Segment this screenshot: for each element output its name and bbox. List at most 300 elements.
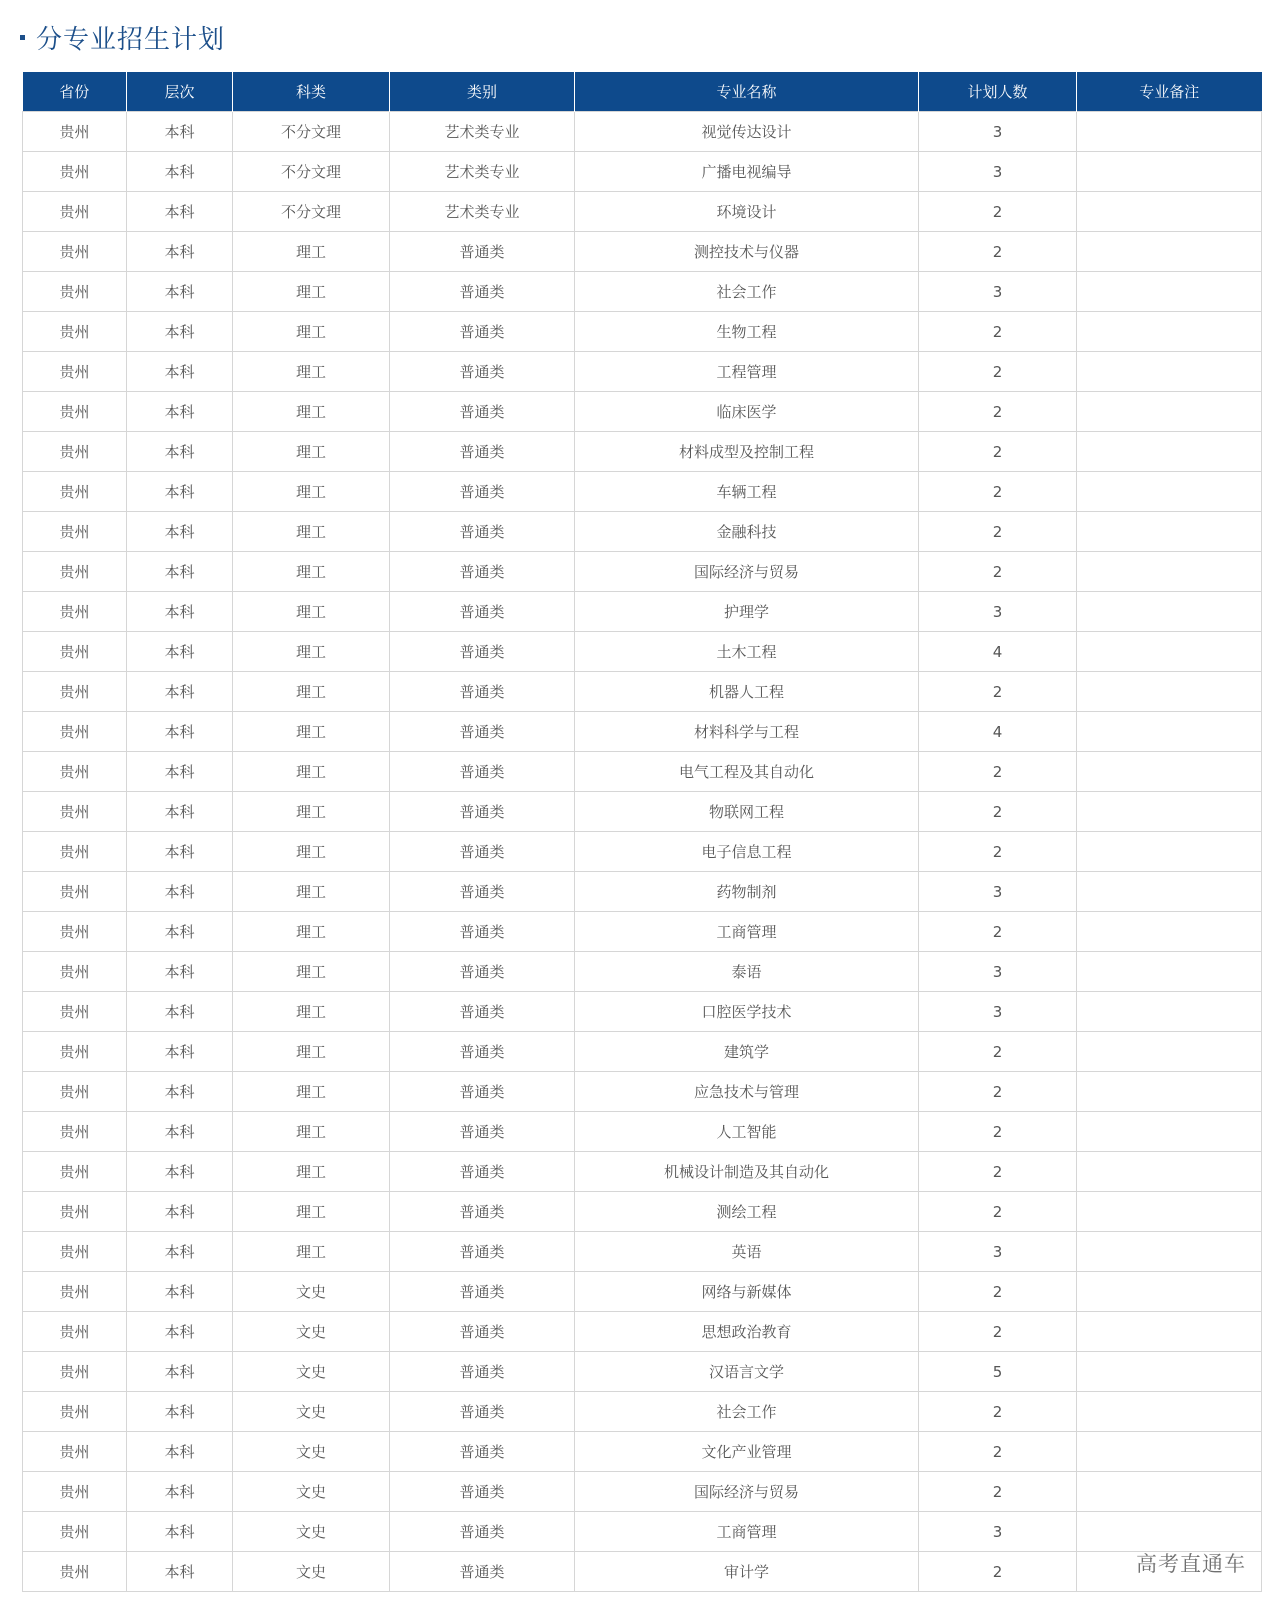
cell-plan-count: 3 <box>919 152 1077 192</box>
cell-plan-count: 3 <box>919 992 1077 1032</box>
table-row <box>23 792 1262 832</box>
cell-major-name: 电子信息工程 <box>575 832 919 872</box>
cell-level: 本科 <box>127 752 233 792</box>
cell-plan-count: 2 <box>919 1152 1077 1192</box>
cell-category: 艺术类专业 <box>390 152 575 192</box>
cell-province: 贵州 <box>23 1072 127 1112</box>
cell-category: 普通类 <box>390 472 575 512</box>
cell-plan-count: 4 <box>919 632 1077 672</box>
cell-province: 贵州 <box>23 632 127 672</box>
cell-province: 贵州 <box>23 992 127 1032</box>
cell-province: 贵州 <box>23 912 127 952</box>
cell-plan-count: 3 <box>919 592 1077 632</box>
cell-level: 本科 <box>127 1112 233 1152</box>
cell-category: 普通类 <box>390 712 575 752</box>
cell-major-remarks <box>1077 712 1262 752</box>
cell-major-name: 汉语言文学 <box>575 1352 919 1392</box>
cell-subject-type: 文史 <box>233 1352 390 1392</box>
cell-category: 普通类 <box>390 632 575 672</box>
cell-major-remarks <box>1077 1112 1262 1152</box>
cell-level: 本科 <box>127 352 233 392</box>
cell-major-name: 工商管理 <box>575 1512 919 1552</box>
cell-level: 本科 <box>127 232 233 272</box>
cell-province: 贵州 <box>23 1032 127 1072</box>
table-row <box>23 1072 1262 1112</box>
cell-major-remarks <box>1077 992 1262 1032</box>
cell-plan-count: 3 <box>919 872 1077 912</box>
cell-level: 本科 <box>127 592 233 632</box>
table-row <box>23 952 1262 992</box>
cell-major-remarks <box>1077 1232 1262 1272</box>
cell-subject-type: 理工 <box>233 512 390 552</box>
cell-category: 普通类 <box>390 752 575 792</box>
cell-level: 本科 <box>127 832 233 872</box>
cell-category: 普通类 <box>390 792 575 832</box>
cell-subject-type: 理工 <box>233 712 390 752</box>
cell-major-remarks <box>1077 1432 1262 1472</box>
cell-major-name: 建筑学 <box>575 1032 919 1072</box>
cell-level: 本科 <box>127 272 233 312</box>
cell-major-remarks <box>1077 832 1262 872</box>
cell-major-name: 人工智能 <box>575 1112 919 1152</box>
bullet-square-icon <box>20 35 25 40</box>
cell-major-remarks <box>1077 1472 1262 1512</box>
cell-major-name: 工程管理 <box>575 352 919 392</box>
cell-plan-count: 2 <box>919 1032 1077 1072</box>
cell-major-name: 车辆工程 <box>575 472 919 512</box>
table-row <box>23 1352 1262 1392</box>
cell-level: 本科 <box>127 952 233 992</box>
cell-major-name: 护理学 <box>575 592 919 632</box>
cell-major-remarks <box>1077 912 1262 952</box>
table-row <box>23 152 1262 192</box>
cell-major-remarks <box>1077 112 1262 152</box>
cell-province: 贵州 <box>23 1192 127 1232</box>
cell-plan-count: 2 <box>919 432 1077 472</box>
cell-major-remarks <box>1077 1312 1262 1352</box>
cell-plan-count: 3 <box>919 112 1077 152</box>
cell-category: 普通类 <box>390 232 575 272</box>
cell-level: 本科 <box>127 1072 233 1112</box>
cell-subject-type: 理工 <box>233 392 390 432</box>
cell-major-name: 临床医学 <box>575 392 919 432</box>
cell-province: 贵州 <box>23 1312 127 1352</box>
cell-category: 普通类 <box>390 992 575 1032</box>
cell-major-remarks <box>1077 1192 1262 1232</box>
cell-subject-type: 文史 <box>233 1432 390 1472</box>
cell-major-remarks <box>1077 512 1262 552</box>
cell-plan-count: 3 <box>919 1512 1077 1552</box>
cell-major-name: 工商管理 <box>575 912 919 952</box>
table-row <box>23 392 1262 432</box>
enrollment-plan-table <box>22 72 1262 1592</box>
section-title: 分专业招生计划 <box>36 24 226 55</box>
table-row <box>23 352 1262 392</box>
cell-level: 本科 <box>127 552 233 592</box>
cell-subject-type: 不分文理 <box>233 152 390 192</box>
header-plan-count: 计划人数 <box>919 72 1077 112</box>
cell-plan-count: 2 <box>919 1392 1077 1432</box>
table-row <box>23 1392 1262 1432</box>
cell-major-remarks <box>1077 152 1262 192</box>
cell-subject-type: 理工 <box>233 1192 390 1232</box>
cell-province: 贵州 <box>23 752 127 792</box>
table-row <box>23 1432 1262 1472</box>
table-row <box>23 272 1262 312</box>
cell-major-name: 环境设计 <box>575 192 919 232</box>
cell-level: 本科 <box>127 1152 233 1192</box>
cell-major-remarks <box>1077 192 1262 232</box>
cell-major-name: 机器人工程 <box>575 672 919 712</box>
cell-major-remarks <box>1077 1072 1262 1112</box>
cell-subject-type: 理工 <box>233 1032 390 1072</box>
table-row <box>23 1232 1262 1272</box>
header-category: 类别 <box>390 72 575 112</box>
cell-level: 本科 <box>127 1552 233 1592</box>
cell-major-remarks <box>1077 352 1262 392</box>
cell-category: 普通类 <box>390 672 575 712</box>
table-row <box>23 992 1262 1032</box>
cell-major-name: 国际经济与贸易 <box>575 552 919 592</box>
cell-plan-count: 5 <box>919 1352 1077 1392</box>
cell-subject-type: 理工 <box>233 912 390 952</box>
table-row <box>23 672 1262 712</box>
cell-level: 本科 <box>127 1512 233 1552</box>
header-subject-type: 科类 <box>233 72 390 112</box>
cell-plan-count: 2 <box>919 672 1077 712</box>
cell-subject-type: 理工 <box>233 992 390 1032</box>
table-row <box>23 1112 1262 1152</box>
table-header-row <box>23 72 1262 112</box>
cell-province: 贵州 <box>23 952 127 992</box>
cell-major-name: 材料成型及控制工程 <box>575 432 919 472</box>
table-row <box>23 232 1262 272</box>
cell-province: 贵州 <box>23 432 127 472</box>
table-row <box>23 312 1262 352</box>
cell-level: 本科 <box>127 512 233 552</box>
cell-major-name: 生物工程 <box>575 312 919 352</box>
cell-subject-type: 理工 <box>233 312 390 352</box>
cell-major-name: 口腔医学技术 <box>575 992 919 1032</box>
table-row <box>23 592 1262 632</box>
table-row <box>23 1152 1262 1192</box>
cell-major-remarks <box>1077 272 1262 312</box>
cell-province: 贵州 <box>23 472 127 512</box>
table-row <box>23 552 1262 592</box>
cell-major-name: 土木工程 <box>575 632 919 672</box>
table-row <box>23 472 1262 512</box>
cell-plan-count: 3 <box>919 952 1077 992</box>
cell-level: 本科 <box>127 1472 233 1512</box>
cell-level: 本科 <box>127 112 233 152</box>
cell-province: 贵州 <box>23 872 127 912</box>
cell-subject-type: 理工 <box>233 272 390 312</box>
cell-category: 普通类 <box>390 1032 575 1072</box>
cell-major-name: 机械设计制造及其自动化 <box>575 1152 919 1192</box>
cell-level: 本科 <box>127 712 233 752</box>
cell-plan-count: 2 <box>919 192 1077 232</box>
cell-level: 本科 <box>127 152 233 192</box>
cell-subject-type: 理工 <box>233 792 390 832</box>
cell-major-remarks <box>1077 1392 1262 1432</box>
cell-major-name: 材料科学与工程 <box>575 712 919 752</box>
cell-subject-type: 理工 <box>233 832 390 872</box>
cell-plan-count: 2 <box>919 1072 1077 1112</box>
cell-category: 普通类 <box>390 432 575 472</box>
cell-plan-count: 2 <box>919 1312 1077 1352</box>
cell-plan-count: 2 <box>919 352 1077 392</box>
cell-plan-count: 2 <box>919 792 1077 832</box>
cell-plan-count: 2 <box>919 1472 1077 1512</box>
cell-plan-count: 2 <box>919 472 1077 512</box>
cell-level: 本科 <box>127 1352 233 1392</box>
cell-major-name: 社会工作 <box>575 1392 919 1432</box>
cell-subject-type: 理工 <box>233 352 390 392</box>
cell-plan-count: 2 <box>919 1552 1077 1592</box>
cell-major-name: 英语 <box>575 1232 919 1272</box>
cell-major-name: 文化产业管理 <box>575 1432 919 1472</box>
cell-level: 本科 <box>127 992 233 1032</box>
cell-major-name: 电气工程及其自动化 <box>575 752 919 792</box>
cell-subject-type: 理工 <box>233 1152 390 1192</box>
cell-province: 贵州 <box>23 1392 127 1432</box>
cell-category: 普通类 <box>390 1072 575 1112</box>
cell-level: 本科 <box>127 1192 233 1232</box>
cell-plan-count: 3 <box>919 272 1077 312</box>
watermark-text: 高考直通车 <box>1136 1552 1246 1576</box>
cell-subject-type: 理工 <box>233 1112 390 1152</box>
cell-plan-count: 2 <box>919 1112 1077 1152</box>
cell-subject-type: 理工 <box>233 552 390 592</box>
cell-subject-type: 理工 <box>233 672 390 712</box>
cell-province: 贵州 <box>23 312 127 352</box>
cell-province: 贵州 <box>23 1272 127 1312</box>
cell-category: 普通类 <box>390 1152 575 1192</box>
table-row <box>23 1472 1262 1512</box>
cell-major-name: 物联网工程 <box>575 792 919 832</box>
header-major-remarks: 专业备注 <box>1077 72 1262 112</box>
cell-plan-count: 2 <box>919 1192 1077 1232</box>
table-body <box>23 112 1262 1592</box>
cell-plan-count: 2 <box>919 1272 1077 1312</box>
cell-category: 普通类 <box>390 1112 575 1152</box>
table-row <box>23 112 1262 152</box>
cell-category: 普通类 <box>390 592 575 632</box>
cell-level: 本科 <box>127 1432 233 1472</box>
cell-category: 普通类 <box>390 1392 575 1432</box>
cell-category: 普通类 <box>390 1472 575 1512</box>
cell-level: 本科 <box>127 392 233 432</box>
cell-plan-count: 2 <box>919 512 1077 552</box>
cell-major-name: 金融科技 <box>575 512 919 552</box>
cell-subject-type: 理工 <box>233 872 390 912</box>
header-province: 省份 <box>23 72 127 112</box>
cell-province: 贵州 <box>23 152 127 192</box>
cell-province: 贵州 <box>23 1432 127 1472</box>
cell-category: 艺术类专业 <box>390 192 575 232</box>
cell-major-remarks <box>1077 432 1262 472</box>
cell-major-remarks <box>1077 1352 1262 1392</box>
cell-subject-type: 文史 <box>233 1472 390 1512</box>
cell-major-name: 视觉传达设计 <box>575 112 919 152</box>
cell-category: 普通类 <box>390 1552 575 1592</box>
cell-major-remarks <box>1077 232 1262 272</box>
cell-province: 贵州 <box>23 792 127 832</box>
cell-major-name: 网络与新媒体 <box>575 1272 919 1312</box>
table-row <box>23 632 1262 672</box>
cell-province: 贵州 <box>23 1552 127 1592</box>
cell-province: 贵州 <box>23 1112 127 1152</box>
cell-province: 贵州 <box>23 592 127 632</box>
cell-level: 本科 <box>127 312 233 352</box>
cell-category: 普通类 <box>390 392 575 432</box>
cell-category: 普通类 <box>390 272 575 312</box>
cell-province: 贵州 <box>23 1232 127 1272</box>
cell-major-remarks <box>1077 632 1262 672</box>
cell-province: 贵州 <box>23 112 127 152</box>
cell-plan-count: 2 <box>919 752 1077 792</box>
table-row <box>23 1312 1262 1352</box>
cell-category: 普通类 <box>390 912 575 952</box>
cell-level: 本科 <box>127 432 233 472</box>
cell-level: 本科 <box>127 632 233 672</box>
cell-category: 普通类 <box>390 1432 575 1472</box>
cell-plan-count: 2 <box>919 552 1077 592</box>
cell-province: 贵州 <box>23 832 127 872</box>
cell-province: 贵州 <box>23 192 127 232</box>
cell-subject-type: 理工 <box>233 432 390 472</box>
table-row <box>23 1512 1262 1552</box>
cell-category: 普通类 <box>390 1272 575 1312</box>
table-row <box>23 712 1262 752</box>
cell-plan-count: 2 <box>919 232 1077 272</box>
cell-major-name: 应急技术与管理 <box>575 1072 919 1112</box>
cell-category: 普通类 <box>390 832 575 872</box>
table-row <box>23 1272 1262 1312</box>
cell-level: 本科 <box>127 472 233 512</box>
cell-major-name: 测控技术与仪器 <box>575 232 919 272</box>
cell-category: 普通类 <box>390 312 575 352</box>
cell-major-remarks <box>1077 552 1262 592</box>
cell-major-remarks <box>1077 592 1262 632</box>
table-row <box>23 512 1262 552</box>
cell-major-name: 社会工作 <box>575 272 919 312</box>
cell-subject-type: 不分文理 <box>233 112 390 152</box>
cell-category: 普通类 <box>390 952 575 992</box>
cell-plan-count: 4 <box>919 712 1077 752</box>
cell-major-name: 国际经济与贸易 <box>575 1472 919 1512</box>
cell-province: 贵州 <box>23 712 127 752</box>
cell-level: 本科 <box>127 1032 233 1072</box>
cell-level: 本科 <box>127 1272 233 1312</box>
cell-level: 本科 <box>127 1392 233 1432</box>
cell-province: 贵州 <box>23 512 127 552</box>
cell-level: 本科 <box>127 912 233 952</box>
cell-major-remarks <box>1077 952 1262 992</box>
cell-major-name: 广播电视编导 <box>575 152 919 192</box>
cell-province: 贵州 <box>23 232 127 272</box>
table-row <box>23 752 1262 792</box>
cell-category: 普通类 <box>390 1312 575 1352</box>
cell-province: 贵州 <box>23 552 127 592</box>
cell-major-remarks <box>1077 1152 1262 1192</box>
cell-major-name: 审计学 <box>575 1552 919 1592</box>
cell-subject-type: 理工 <box>233 952 390 992</box>
cell-province: 贵州 <box>23 672 127 712</box>
cell-province: 贵州 <box>23 1472 127 1512</box>
cell-category: 普通类 <box>390 1232 575 1272</box>
table-row <box>23 432 1262 472</box>
table-row <box>23 872 1262 912</box>
cell-subject-type: 文史 <box>233 1272 390 1312</box>
cell-major-name: 思想政治教育 <box>575 1312 919 1352</box>
cell-subject-type: 理工 <box>233 632 390 672</box>
cell-plan-count: 2 <box>919 392 1077 432</box>
cell-subject-type: 理工 <box>233 1072 390 1112</box>
cell-major-remarks <box>1077 792 1262 832</box>
cell-category: 普通类 <box>390 512 575 552</box>
cell-province: 贵州 <box>23 272 127 312</box>
table-row <box>23 192 1262 232</box>
cell-subject-type: 理工 <box>233 472 390 512</box>
cell-subject-type: 理工 <box>233 232 390 272</box>
cell-level: 本科 <box>127 672 233 712</box>
cell-category: 艺术类专业 <box>390 112 575 152</box>
cell-plan-count: 2 <box>919 1432 1077 1472</box>
cell-major-remarks <box>1077 312 1262 352</box>
cell-province: 贵州 <box>23 1152 127 1192</box>
cell-subject-type: 理工 <box>233 752 390 792</box>
cell-province: 贵州 <box>23 392 127 432</box>
cell-plan-count: 2 <box>919 912 1077 952</box>
cell-category: 普通类 <box>390 552 575 592</box>
cell-major-remarks <box>1077 672 1262 712</box>
cell-subject-type: 文史 <box>233 1552 390 1592</box>
cell-major-remarks <box>1077 1272 1262 1312</box>
cell-level: 本科 <box>127 1232 233 1272</box>
cell-major-name: 泰语 <box>575 952 919 992</box>
cell-major-name: 测绘工程 <box>575 1192 919 1232</box>
cell-major-remarks <box>1077 752 1262 792</box>
table-row <box>23 832 1262 872</box>
cell-major-remarks <box>1077 1032 1262 1072</box>
cell-subject-type: 不分文理 <box>233 192 390 232</box>
cell-level: 本科 <box>127 1312 233 1352</box>
cell-subject-type: 理工 <box>233 592 390 632</box>
table-row <box>23 1552 1262 1592</box>
cell-level: 本科 <box>127 192 233 232</box>
cell-category: 普通类 <box>390 1192 575 1232</box>
cell-subject-type: 文史 <box>233 1392 390 1432</box>
cell-category: 普通类 <box>390 872 575 912</box>
table-row <box>23 1032 1262 1072</box>
cell-subject-type: 文史 <box>233 1512 390 1552</box>
cell-major-remarks <box>1077 872 1262 912</box>
cell-subject-type: 理工 <box>233 1232 390 1272</box>
cell-category: 普通类 <box>390 352 575 392</box>
table-row <box>23 1192 1262 1232</box>
cell-level: 本科 <box>127 792 233 832</box>
cell-plan-count: 3 <box>919 1232 1077 1272</box>
header-level: 层次 <box>127 72 233 112</box>
cell-major-remarks <box>1077 392 1262 432</box>
cell-major-remarks <box>1077 1512 1262 1552</box>
cell-province: 贵州 <box>23 1512 127 1552</box>
cell-subject-type: 文史 <box>233 1312 390 1352</box>
cell-province: 贵州 <box>23 1352 127 1392</box>
section-header <box>20 18 225 56</box>
cell-major-name: 药物制剂 <box>575 872 919 912</box>
